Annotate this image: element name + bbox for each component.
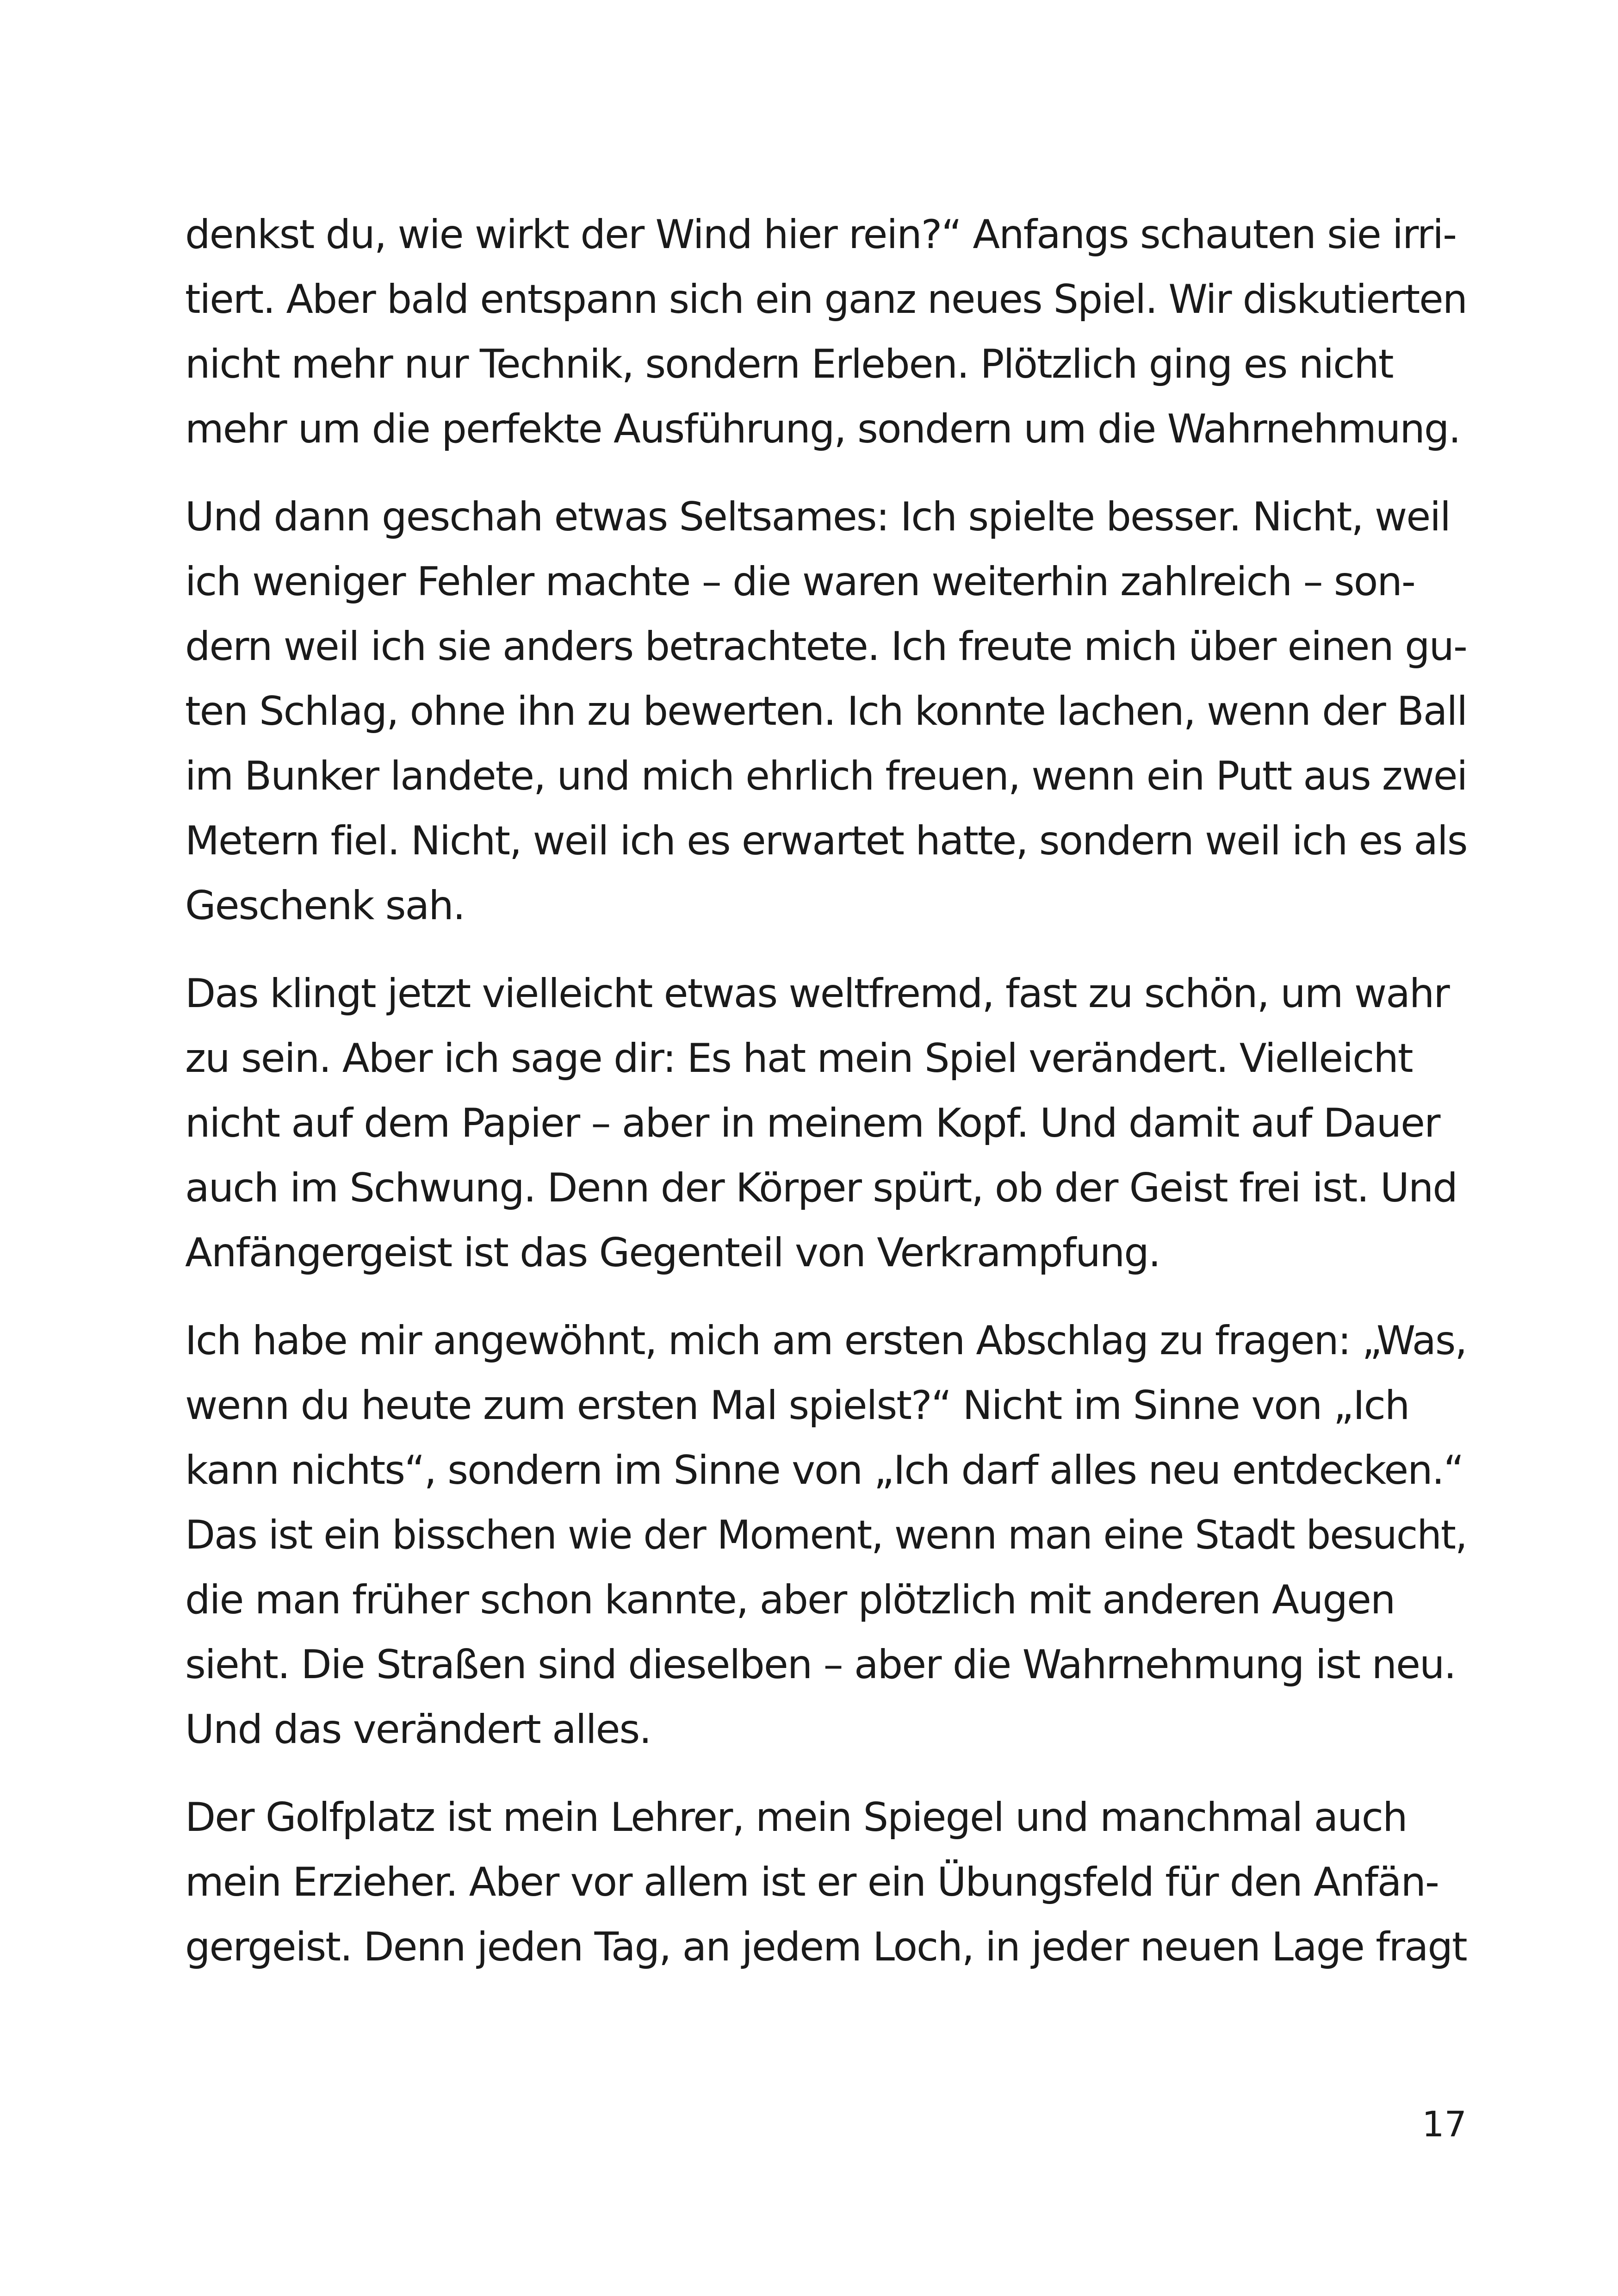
text-line: wenn du heute zum ersten Mal spielst?“ Nicht im Sinne von „Ich	[185, 1382, 1409, 1429]
text-line: Der Golfplatz ist mein Lehrer, mein Spiegel und manchmal auch	[185, 1794, 1407, 1841]
text-line: Geschenk sah.	[185, 883, 465, 929]
text-line: auch im Schwung. Denn der Körper spürt, ob der Geist frei ist. Und	[185, 1165, 1457, 1211]
text-line: dern weil ich sie anders betrachtete. Ich freute mich über einen gu-	[185, 623, 1467, 670]
text-line: nicht auf dem Papier – aber in meinem Kopf. Und damit auf Dauer	[185, 1100, 1440, 1146]
text-line: kann nichts“, sondern im Sinne von „Ich darf alles neu entdecken.“	[185, 1447, 1463, 1493]
paragraph-3	[185, 961, 1467, 1285]
paragraph-1	[185, 202, 1467, 461]
text-line: sieht. Die Straßen sind dieselben – aber die Wahrnehmung ist neu.	[185, 1642, 1456, 1688]
text-line: mehr um die perfekte Ausführung, sondern um die Wahrnehmung.	[185, 406, 1460, 452]
text-line: Und dann geschah etwas Seltsames: Ich spielte besser. Nicht, weil	[185, 494, 1451, 540]
paragraph-4	[185, 1308, 1467, 1762]
page-number: 17	[1422, 2103, 1467, 2145]
paragraph-5	[185, 1785, 1467, 1979]
text-line: tiert. Aber bald entspann sich ein ganz neues Spiel. Wir diskutierten	[185, 276, 1467, 323]
text-line: Anfängergeist ist das Gegenteil von Verkrampfung.	[185, 1230, 1160, 1276]
text-line: Ich habe mir angewöhnt, mich am ersten Abschlag zu fragen: „Was,	[185, 1318, 1467, 1364]
text-line: nicht mehr nur Technik, sondern Erleben. Plötzlich ging es nicht	[185, 341, 1393, 387]
text-line: denkst du, wie wirkt der Wind hier rein?“ Anfangs schauten sie irri-	[185, 212, 1457, 258]
text-line: Das klingt jetzt vielleicht etwas weltfremd, fast zu schön, um wahr	[185, 971, 1449, 1017]
body-text	[185, 202, 1467, 1979]
paragraph-2	[185, 485, 1467, 938]
text-line: ich weniger Fehler machte – die waren weiterhin zahlreich – son-	[185, 559, 1415, 605]
text-line: im Bunker landete, und mich ehrlich freuen, wenn ein Putt aus zwei	[185, 753, 1467, 799]
text-line: ten Schlag, ohne ihn zu bewerten. Ich konnte lachen, wenn der Ball	[185, 688, 1467, 734]
text-line: Und das verändert alles.	[185, 1706, 651, 1753]
text-line: Metern fiel. Nicht, weil ich es erwartet hatte, sondern weil ich es als	[185, 818, 1467, 864]
text-line: Das ist ein bisschen wie der Moment, wenn man eine Stadt besucht,	[185, 1512, 1467, 1558]
text-line: gergeist. Denn jeden Tag, an jedem Loch, in jeder neuen Lage fragt	[185, 1924, 1467, 1970]
text-line: die man früher schon kannte, aber plötzlich mit anderen Augen	[185, 1577, 1395, 1623]
text-line: mein Erzieher. Aber vor allem ist er ein Übungsfeld für den Anfän-	[185, 1859, 1438, 1905]
text-line: zu sein. Aber ich sage dir: Es hat mein Spiel verändert. Vielleicht	[185, 1035, 1413, 1082]
